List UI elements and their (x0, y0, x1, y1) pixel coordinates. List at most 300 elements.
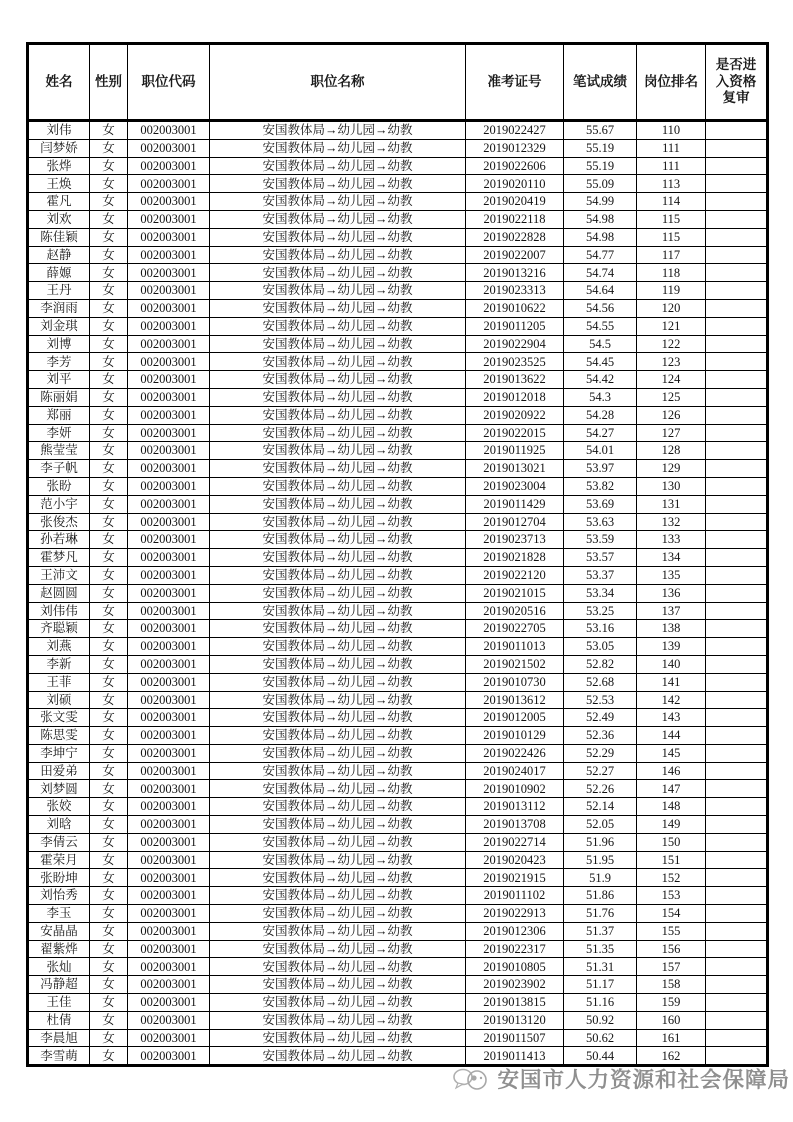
cell-name: 李子帆 (28, 460, 90, 478)
cell-written_score: 54.3 (564, 388, 637, 406)
cell-name: 李玉 (28, 905, 90, 923)
cell-position_name: 安国教体局→幼儿园→幼教 (210, 531, 466, 549)
cell-gender: 女 (90, 353, 128, 371)
cell-position_code: 002003001 (128, 353, 210, 371)
table-row (28, 121, 768, 140)
cell-position_name: 安国教体局→幼儿园→幼教 (210, 922, 466, 940)
cell-position_name: 安国教体局→幼儿园→幼教 (210, 282, 466, 300)
cell-rank: 160 (637, 1011, 706, 1029)
cell-review (706, 602, 768, 620)
cell-written_score: 54.64 (564, 282, 637, 300)
cell-position_code: 002003001 (128, 709, 210, 727)
cell-position_code: 002003001 (128, 1011, 210, 1029)
cell-name: 刘燕 (28, 638, 90, 656)
cell-ticket_no: 2019022426 (466, 744, 564, 762)
exam-results-table (26, 42, 769, 1067)
cell-name: 刘伟伟 (28, 602, 90, 620)
cell-ticket_no: 2019022705 (466, 620, 564, 638)
cell-position_code: 002003001 (128, 549, 210, 567)
cell-rank: 122 (637, 335, 706, 353)
cell-written_score: 54.28 (564, 406, 637, 424)
cell-position_name: 安国教体局→幼儿园→幼教 (210, 566, 466, 584)
cell-ticket_no: 2019013708 (466, 816, 564, 834)
cell-ticket_no: 2019011205 (466, 317, 564, 335)
cell-name: 刘欢 (28, 210, 90, 228)
cell-review (706, 709, 768, 727)
cell-position_code: 002003001 (128, 228, 210, 246)
cell-written_score: 53.57 (564, 549, 637, 567)
cell-gender: 女 (90, 531, 128, 549)
cell-gender: 女 (90, 299, 128, 317)
cell-written_score: 51.31 (564, 958, 637, 976)
cell-written_score: 54.77 (564, 246, 637, 264)
cell-position_name: 安国教体局→幼儿园→幼教 (210, 299, 466, 317)
cell-name: 刘梦圆 (28, 780, 90, 798)
table-row (28, 620, 768, 638)
cell-ticket_no: 2019022913 (466, 905, 564, 923)
cell-position_name: 安国教体局→幼儿园→幼教 (210, 1047, 466, 1066)
cell-written_score: 54.99 (564, 193, 637, 211)
table-row (28, 193, 768, 211)
table-row (28, 495, 768, 513)
table-row (28, 816, 768, 834)
cell-position_code: 002003001 (128, 317, 210, 335)
table-row (28, 922, 768, 940)
cell-gender: 女 (90, 851, 128, 869)
cell-position_name: 安国教体局→幼儿园→幼教 (210, 371, 466, 389)
cell-position_name: 安国教体局→幼儿园→幼教 (210, 442, 466, 460)
cell-name: 李妍 (28, 424, 90, 442)
cell-written_score: 53.34 (564, 584, 637, 602)
cell-review (706, 887, 768, 905)
cell-name: 陈丽娟 (28, 388, 90, 406)
column-header-ticket_no: 准考证号 (466, 44, 564, 121)
cell-name: 李芳 (28, 353, 90, 371)
cell-position_code: 002003001 (128, 816, 210, 834)
cell-position_name: 安国教体局→幼儿园→幼教 (210, 246, 466, 264)
cell-gender: 女 (90, 175, 128, 193)
cell-ticket_no: 2019013112 (466, 798, 564, 816)
cell-rank: 134 (637, 549, 706, 567)
cell-gender: 女 (90, 121, 128, 140)
column-header-position_code: 职位代码 (128, 44, 210, 121)
cell-written_score: 51.16 (564, 994, 637, 1012)
cell-gender: 女 (90, 887, 128, 905)
cell-rank: 117 (637, 246, 706, 264)
table-row (28, 549, 768, 567)
cell-position_code: 002003001 (128, 620, 210, 638)
cell-position_code: 002003001 (128, 905, 210, 923)
cell-position_code: 002003001 (128, 282, 210, 300)
cell-ticket_no: 2019022118 (466, 210, 564, 228)
cell-name: 陈佳颖 (28, 228, 90, 246)
cell-written_score: 53.63 (564, 513, 637, 531)
cell-position_code: 002003001 (128, 121, 210, 140)
cell-review (706, 905, 768, 923)
cell-gender: 女 (90, 335, 128, 353)
cell-name: 霍荣月 (28, 851, 90, 869)
cell-position_name: 安国教体局→幼儿园→幼教 (210, 727, 466, 745)
table-row (28, 655, 768, 673)
cell-review (706, 157, 768, 175)
cell-position_code: 002003001 (128, 851, 210, 869)
cell-ticket_no: 2019011013 (466, 638, 564, 656)
cell-name: 张烨 (28, 157, 90, 175)
table-row (28, 139, 768, 157)
cell-ticket_no: 2019022714 (466, 833, 564, 851)
cell-review (706, 264, 768, 282)
table-row (28, 175, 768, 193)
cell-position_code: 002003001 (128, 691, 210, 709)
cell-position_name: 安国教体局→幼儿园→幼教 (210, 175, 466, 193)
cell-position_code: 002003001 (128, 869, 210, 887)
cell-written_score: 51.9 (564, 869, 637, 887)
cell-ticket_no: 2019012018 (466, 388, 564, 406)
cell-position_name: 安国教体局→幼儿园→幼教 (210, 691, 466, 709)
cell-position_name: 安国教体局→幼儿园→幼教 (210, 406, 466, 424)
cell-rank: 129 (637, 460, 706, 478)
cell-rank: 157 (637, 958, 706, 976)
table-header (28, 44, 768, 121)
cell-position_name: 安国教体局→幼儿园→幼教 (210, 139, 466, 157)
cell-ticket_no: 2019013216 (466, 264, 564, 282)
column-header-written_score: 笔试成绩 (564, 44, 637, 121)
cell-written_score: 53.05 (564, 638, 637, 656)
cell-name: 张文雯 (28, 709, 90, 727)
cell-position_code: 002003001 (128, 762, 210, 780)
cell-position_code: 002003001 (128, 175, 210, 193)
cell-position_name: 安国教体局→幼儿园→幼教 (210, 157, 466, 175)
cell-ticket_no: 2019023313 (466, 282, 564, 300)
cell-name: 霍梦凡 (28, 549, 90, 567)
table-row (28, 762, 768, 780)
cell-gender: 女 (90, 620, 128, 638)
cell-written_score: 52.27 (564, 762, 637, 780)
cell-rank: 154 (637, 905, 706, 923)
cell-position_name: 安国教体局→幼儿园→幼教 (210, 869, 466, 887)
cell-rank: 143 (637, 709, 706, 727)
cell-ticket_no: 2019022828 (466, 228, 564, 246)
cell-name: 赵圆圆 (28, 584, 90, 602)
cell-gender: 女 (90, 869, 128, 887)
cell-position_code: 002003001 (128, 584, 210, 602)
cell-position_code: 002003001 (128, 940, 210, 958)
cell-review (706, 940, 768, 958)
cell-review (706, 922, 768, 940)
cell-written_score: 54.56 (564, 299, 637, 317)
cell-gender: 女 (90, 727, 128, 745)
cell-rank: 140 (637, 655, 706, 673)
cell-review (706, 851, 768, 869)
column-header-rank: 岗位排名 (637, 44, 706, 121)
cell-ticket_no: 2019011925 (466, 442, 564, 460)
cell-position_name: 安国教体局→幼儿园→幼教 (210, 780, 466, 798)
cell-rank: 110 (637, 121, 706, 140)
cell-rank: 121 (637, 317, 706, 335)
table-row (28, 406, 768, 424)
cell-rank: 133 (637, 531, 706, 549)
cell-name: 田爱弟 (28, 762, 90, 780)
cell-written_score: 52.05 (564, 816, 637, 834)
cell-ticket_no: 2019012306 (466, 922, 564, 940)
cell-ticket_no: 2019013120 (466, 1011, 564, 1029)
cell-position_code: 002003001 (128, 922, 210, 940)
cell-rank: 131 (637, 495, 706, 513)
cell-ticket_no: 2019013815 (466, 994, 564, 1012)
cell-gender: 女 (90, 976, 128, 994)
cell-ticket_no: 2019022606 (466, 157, 564, 175)
cell-ticket_no: 2019023525 (466, 353, 564, 371)
cell-gender: 女 (90, 460, 128, 478)
table-row (28, 282, 768, 300)
column-header-position_name: 职位名称 (210, 44, 466, 121)
cell-position_name: 安国教体局→幼儿园→幼教 (210, 905, 466, 923)
cell-position_code: 002003001 (128, 887, 210, 905)
cell-gender: 女 (90, 513, 128, 531)
cell-position_code: 002003001 (128, 994, 210, 1012)
column-header-gender: 性别 (90, 44, 128, 121)
cell-rank: 139 (637, 638, 706, 656)
cell-name: 张盼 (28, 477, 90, 495)
table-row (28, 887, 768, 905)
cell-gender: 女 (90, 477, 128, 495)
cell-name: 张俊杰 (28, 513, 90, 531)
table-row (28, 371, 768, 389)
column-header-review: 是否进入资格复审 (706, 44, 768, 121)
cell-position_code: 002003001 (128, 798, 210, 816)
cell-position_name: 安国教体局→幼儿园→幼教 (210, 816, 466, 834)
cell-position_code: 002003001 (128, 246, 210, 264)
table-row (28, 246, 768, 264)
cell-name: 李润雨 (28, 299, 90, 317)
cell-written_score: 54.27 (564, 424, 637, 442)
cell-rank: 159 (637, 994, 706, 1012)
cell-review (706, 1011, 768, 1029)
cell-gender: 女 (90, 940, 128, 958)
cell-written_score: 54.01 (564, 442, 637, 460)
cell-gender: 女 (90, 157, 128, 175)
cell-rank: 124 (637, 371, 706, 389)
cell-gender: 女 (90, 282, 128, 300)
cell-rank: 136 (637, 584, 706, 602)
table-row (28, 744, 768, 762)
cell-ticket_no: 2019011507 (466, 1029, 564, 1047)
cell-name: 赵静 (28, 246, 90, 264)
cell-rank: 152 (637, 869, 706, 887)
cell-position_code: 002003001 (128, 299, 210, 317)
cell-review (706, 976, 768, 994)
cell-review (706, 691, 768, 709)
cell-rank: 113 (637, 175, 706, 193)
cell-position_name: 安国教体局→幼儿园→幼教 (210, 833, 466, 851)
cell-rank: 119 (637, 282, 706, 300)
cell-position_name: 安国教体局→幼儿园→幼教 (210, 495, 466, 513)
cell-written_score: 51.35 (564, 940, 637, 958)
cell-review (706, 816, 768, 834)
table-row (28, 638, 768, 656)
cell-ticket_no: 2019022015 (466, 424, 564, 442)
cell-review (706, 228, 768, 246)
cell-review (706, 549, 768, 567)
cell-gender: 女 (90, 495, 128, 513)
cell-ticket_no: 2019013612 (466, 691, 564, 709)
cell-ticket_no: 2019011413 (466, 1047, 564, 1066)
cell-ticket_no: 2019020423 (466, 851, 564, 869)
table-row (28, 228, 768, 246)
cell-written_score: 55.19 (564, 157, 637, 175)
cell-gender: 女 (90, 1047, 128, 1066)
cell-name: 王焕 (28, 175, 90, 193)
cell-position_name: 安国教体局→幼儿园→幼教 (210, 798, 466, 816)
table-row (28, 317, 768, 335)
cell-written_score: 52.53 (564, 691, 637, 709)
cell-gender: 女 (90, 388, 128, 406)
cell-written_score: 52.14 (564, 798, 637, 816)
cell-review (706, 460, 768, 478)
cell-position_code: 002003001 (128, 335, 210, 353)
cell-gender: 女 (90, 780, 128, 798)
cell-name: 齐聪颖 (28, 620, 90, 638)
cell-rank: 135 (637, 566, 706, 584)
cell-name: 王佳 (28, 994, 90, 1012)
cell-position_name: 安国教体局→幼儿园→幼教 (210, 584, 466, 602)
cell-position_code: 002003001 (128, 655, 210, 673)
cell-name: 王沛文 (28, 566, 90, 584)
cell-review (706, 566, 768, 584)
cell-rank: 142 (637, 691, 706, 709)
cell-review (706, 406, 768, 424)
table-row (28, 460, 768, 478)
cell-name: 刘博 (28, 335, 90, 353)
cell-position_code: 002003001 (128, 531, 210, 549)
cell-position_name: 安国教体局→幼儿园→幼教 (210, 193, 466, 211)
cell-rank: 111 (637, 139, 706, 157)
cell-name: 杜倩 (28, 1011, 90, 1029)
table-row (28, 566, 768, 584)
cell-review (706, 335, 768, 353)
cell-review (706, 780, 768, 798)
cell-written_score: 54.98 (564, 210, 637, 228)
publisher-logo-icon (452, 1065, 492, 1093)
cell-rank: 151 (637, 851, 706, 869)
cell-name: 刘硕 (28, 691, 90, 709)
cell-name: 翟紫烨 (28, 940, 90, 958)
cell-name: 陈思雯 (28, 727, 90, 745)
cell-written_score: 50.44 (564, 1047, 637, 1066)
cell-name: 王菲 (28, 673, 90, 691)
cell-ticket_no: 2019021915 (466, 869, 564, 887)
cell-ticket_no: 2019021828 (466, 549, 564, 567)
cell-gender: 女 (90, 798, 128, 816)
table-row (28, 531, 768, 549)
cell-ticket_no: 2019010730 (466, 673, 564, 691)
table-row (28, 602, 768, 620)
cell-position_code: 002003001 (128, 566, 210, 584)
table-row (28, 976, 768, 994)
cell-written_score: 54.74 (564, 264, 637, 282)
cell-review (706, 673, 768, 691)
cell-name: 李新 (28, 655, 90, 673)
cell-position_code: 002003001 (128, 744, 210, 762)
cell-rank: 115 (637, 228, 706, 246)
table-row (28, 958, 768, 976)
cell-gender: 女 (90, 691, 128, 709)
cell-position_name: 安国教体局→幼儿园→幼教 (210, 388, 466, 406)
cell-ticket_no: 2019022904 (466, 335, 564, 353)
table-row (28, 264, 768, 282)
cell-written_score: 53.37 (564, 566, 637, 584)
cell-review (706, 139, 768, 157)
cell-written_score: 51.96 (564, 833, 637, 851)
cell-position_name: 安国教体局→幼儿园→幼教 (210, 121, 466, 140)
cell-name: 刘金琪 (28, 317, 90, 335)
cell-ticket_no: 2019023902 (466, 976, 564, 994)
exam-results-table-wrapper (26, 42, 767, 1067)
table-row (28, 388, 768, 406)
cell-rank: 145 (637, 744, 706, 762)
cell-name: 刘平 (28, 371, 90, 389)
cell-written_score: 51.37 (564, 922, 637, 940)
cell-name: 李坤宁 (28, 744, 90, 762)
cell-gender: 女 (90, 549, 128, 567)
cell-gender: 女 (90, 638, 128, 656)
cell-position_code: 002003001 (128, 727, 210, 745)
cell-review (706, 175, 768, 193)
cell-gender: 女 (90, 424, 128, 442)
cell-name: 霍凡 (28, 193, 90, 211)
cell-gender: 女 (90, 905, 128, 923)
cell-position_name: 安国教体局→幼儿园→幼教 (210, 958, 466, 976)
cell-review (706, 869, 768, 887)
cell-ticket_no: 2019013021 (466, 460, 564, 478)
cell-rank: 149 (637, 816, 706, 834)
cell-ticket_no: 2019022427 (466, 121, 564, 140)
cell-rank: 146 (637, 762, 706, 780)
cell-ticket_no: 2019021015 (466, 584, 564, 602)
cell-written_score: 50.62 (564, 1029, 637, 1047)
cell-name: 王丹 (28, 282, 90, 300)
cell-position_code: 002003001 (128, 1029, 210, 1047)
cell-rank: 114 (637, 193, 706, 211)
table-row (28, 780, 768, 798)
cell-gender: 女 (90, 566, 128, 584)
cell-ticket_no: 2019010902 (466, 780, 564, 798)
cell-rank: 144 (637, 727, 706, 745)
table-row (28, 335, 768, 353)
cell-review (706, 655, 768, 673)
cell-review (706, 371, 768, 389)
cell-position_name: 安国教体局→幼儿园→幼教 (210, 424, 466, 442)
cell-ticket_no: 2019010622 (466, 299, 564, 317)
cell-written_score: 52.68 (564, 673, 637, 691)
table-row (28, 477, 768, 495)
table-row (28, 210, 768, 228)
header-row (28, 44, 768, 121)
cell-ticket_no: 2019011429 (466, 495, 564, 513)
cell-name: 冯静超 (28, 976, 90, 994)
cell-position_name: 安国教体局→幼儿园→幼教 (210, 744, 466, 762)
cell-written_score: 55.19 (564, 139, 637, 157)
cell-position_name: 安国教体局→幼儿园→幼教 (210, 549, 466, 567)
cell-name: 刘怡秀 (28, 887, 90, 905)
cell-position_code: 002003001 (128, 638, 210, 656)
cell-position_code: 002003001 (128, 157, 210, 175)
cell-review (706, 246, 768, 264)
cell-gender: 女 (90, 584, 128, 602)
table-row (28, 727, 768, 745)
cell-name: 孙若琳 (28, 531, 90, 549)
cell-position_code: 002003001 (128, 495, 210, 513)
